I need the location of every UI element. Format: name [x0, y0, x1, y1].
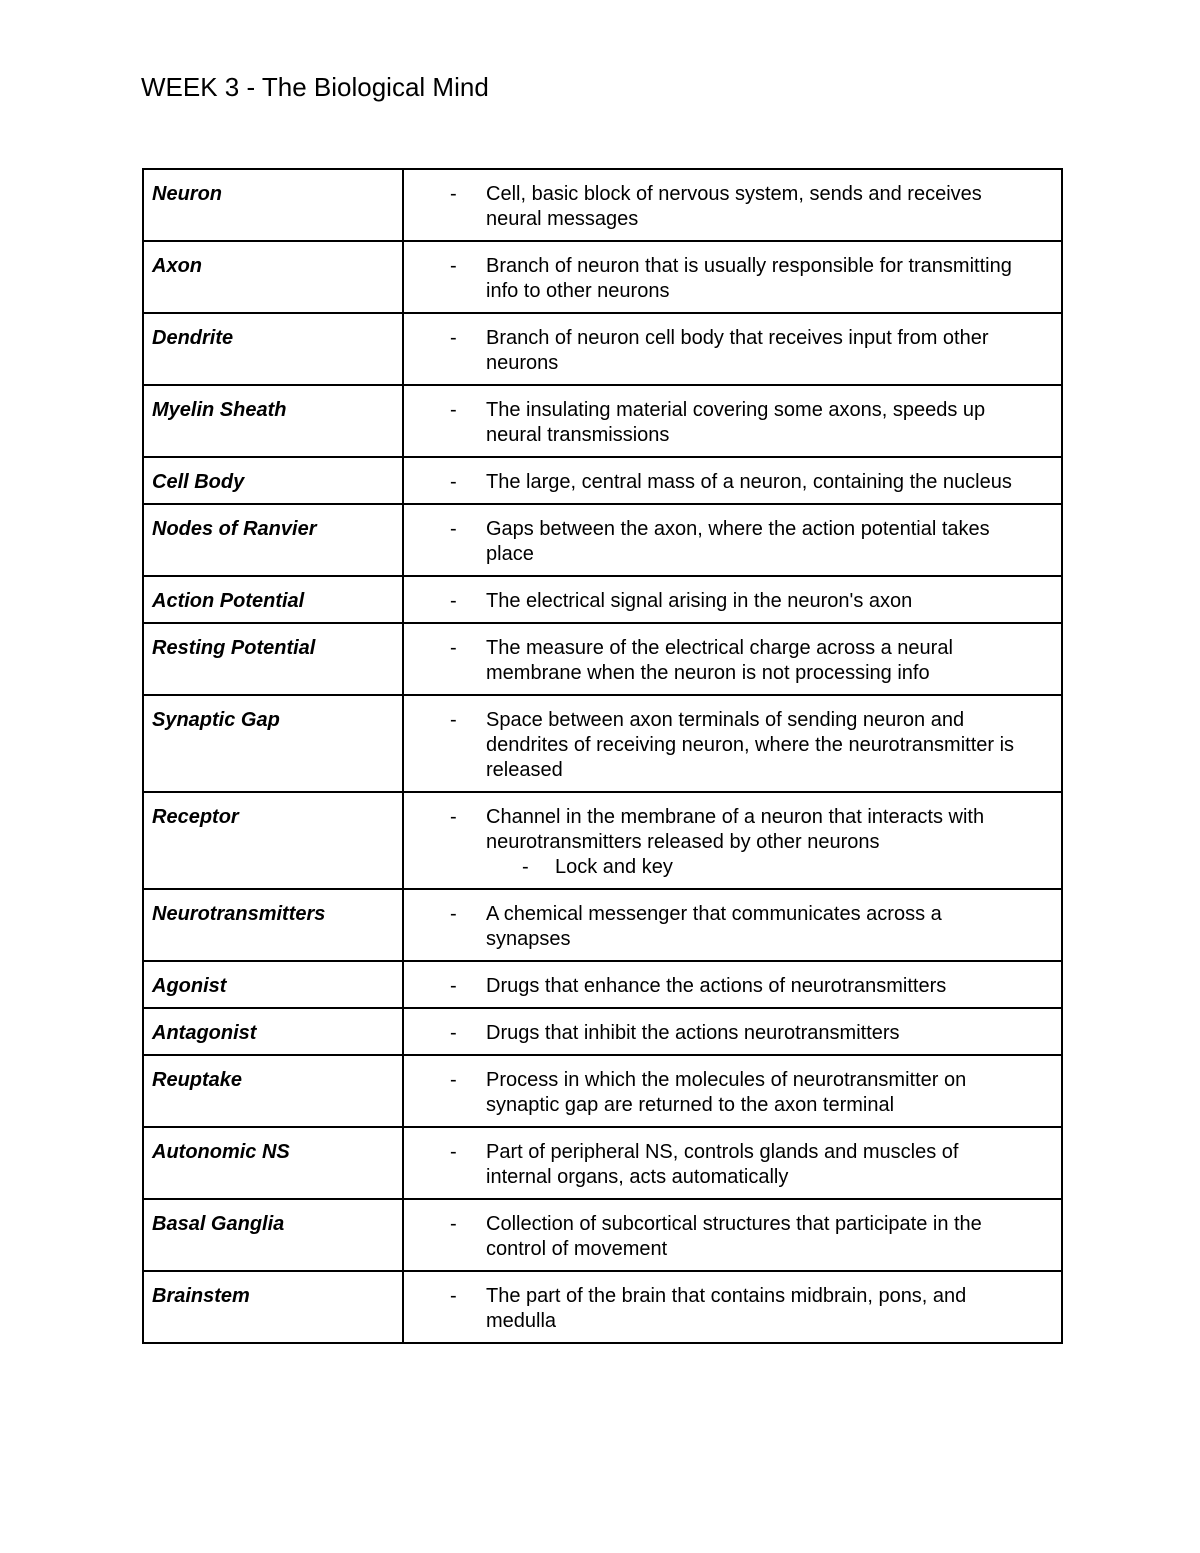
- term-cell: [143, 1127, 403, 1199]
- term: Axon: [152, 255, 202, 277]
- bullet-dash: -: [450, 975, 457, 997]
- term: Reuptake: [152, 1069, 243, 1091]
- table-row: [143, 1055, 1062, 1127]
- term-cell: [143, 313, 403, 385]
- term-cell: [143, 385, 403, 457]
- term-cell: [143, 889, 403, 961]
- table-row: [143, 313, 1062, 385]
- term-cell: [143, 1199, 403, 1271]
- bullet-dash: -: [450, 255, 457, 277]
- table-row: [143, 576, 1062, 623]
- term: Myelin Sheath: [152, 399, 287, 421]
- table-row: [143, 1199, 1062, 1271]
- definition: The measure of the electrical charge across a neural membrane when the neuron is not processing info: [486, 637, 953, 684]
- definition-cell: [403, 1271, 1062, 1343]
- definition: Process in which the molecules of neurotransmitter on synaptic gap are returned to the axon terminal: [486, 1069, 967, 1116]
- term: Action Potential: [152, 590, 305, 612]
- definition-cell: [403, 241, 1062, 313]
- table-row: [143, 792, 1062, 889]
- definition: Cell, basic block of nervous system, sends and receives neural messages: [486, 183, 982, 230]
- definition-cell: [403, 1199, 1062, 1271]
- bullet-dash: -: [450, 1213, 457, 1235]
- definition-cell: [403, 623, 1062, 695]
- table-row: [143, 504, 1062, 576]
- table-row: [143, 1127, 1062, 1199]
- table-row: [143, 169, 1062, 241]
- definition: Branch of neuron cell body that receives input from other neurons: [486, 327, 989, 374]
- term-cell: [143, 695, 403, 792]
- definition: The part of the brain that contains midbrain, pons, and medulla: [486, 1285, 967, 1332]
- page-title: WEEK 3 - The Biological Mind: [141, 72, 489, 102]
- definition: Collection of subcortical structures that participate in the control of movement: [486, 1213, 982, 1260]
- bullet-dash: -: [450, 327, 457, 349]
- definition: Drugs that inhibit the actions neurotransmitters: [486, 1022, 900, 1044]
- term-cell: [143, 1055, 403, 1127]
- definition-cell: [403, 961, 1062, 1008]
- definition-cell: [403, 695, 1062, 792]
- bullet-dash: -: [450, 1285, 457, 1307]
- definition-cell: [403, 889, 1062, 961]
- definition-text: Channel in the membrane of a neuron that interacts with neurotransmitters released by other neurons: [486, 806, 985, 853]
- sub-bullet-text: Lock and key: [555, 856, 673, 878]
- term: Neurotransmitters: [152, 903, 326, 925]
- term: Brainstem: [152, 1285, 250, 1307]
- definition: Part of peripheral NS, controls glands and muscles of internal organs, acts automatically: [486, 1141, 959, 1188]
- table-row: [143, 623, 1062, 695]
- sub-bullet-dash: -: [522, 856, 529, 878]
- bullet-dash: -: [450, 1141, 457, 1163]
- term: Dendrite: [152, 327, 234, 349]
- table-row: [143, 457, 1062, 504]
- definition: [486, 805, 1053, 880]
- definition: Drugs that enhance the actions of neurotransmitters: [486, 975, 947, 997]
- term-cell: [143, 241, 403, 313]
- term: Autonomic NS: [152, 1141, 290, 1163]
- term: Synaptic Gap: [152, 709, 280, 731]
- bullet-dash: -: [450, 1022, 457, 1044]
- definition-cell: [403, 1055, 1062, 1127]
- definition-cell: [403, 504, 1062, 576]
- bullet-dash: -: [450, 399, 457, 421]
- term-cell: [143, 623, 403, 695]
- bullet-dash: -: [450, 1069, 457, 1091]
- bullet-dash: -: [450, 637, 457, 659]
- definition: Gaps between the axon, where the action potential takes place: [486, 518, 990, 565]
- table-row: [143, 1008, 1062, 1055]
- definition-cell: [403, 576, 1062, 623]
- bullet-dash: -: [450, 903, 457, 925]
- definition-cell: [403, 1127, 1062, 1199]
- term-cell: [143, 1271, 403, 1343]
- definition-cell: [403, 1008, 1062, 1055]
- table-row: [143, 385, 1062, 457]
- definition: The electrical signal arising in the neuron's axon: [486, 590, 913, 612]
- sub-bullet: [522, 855, 1029, 880]
- definition: Branch of neuron that is usually responsible for transmitting info to other neurons: [486, 255, 1012, 302]
- bullet-dash: -: [450, 471, 457, 493]
- term: Agonist: [152, 975, 227, 997]
- bullet-dash: -: [450, 518, 457, 540]
- term-cell: [143, 169, 403, 241]
- table-row: [143, 695, 1062, 792]
- definition-cell: [403, 313, 1062, 385]
- definition: The large, central mass of a neuron, containing the nucleus: [486, 471, 1012, 493]
- table-row: [143, 1271, 1062, 1343]
- definition: A chemical messenger that communicates across a synapses: [486, 903, 942, 950]
- definition: Space between axon terminals of sending neuron and dendrites of receiving neuron, where the neurotransmitter is released: [486, 709, 1015, 781]
- term-cell: [143, 1008, 403, 1055]
- table-row: [143, 241, 1062, 313]
- table-row: [143, 889, 1062, 961]
- term-cell: [143, 792, 403, 889]
- term: Resting Potential: [152, 637, 316, 659]
- definition: The insulating material covering some axons, speeds up neural transmissions: [486, 399, 986, 446]
- glossary-table: [142, 168, 1063, 1344]
- table-row: [143, 961, 1062, 1008]
- term-cell: [143, 576, 403, 623]
- term-cell: [143, 961, 403, 1008]
- term: Basal Ganglia: [152, 1213, 285, 1235]
- bullet-dash: -: [450, 590, 457, 612]
- term-cell: [143, 457, 403, 504]
- definition-cell: [403, 385, 1062, 457]
- bullet-dash: -: [450, 183, 457, 205]
- bullet-dash: -: [450, 806, 457, 828]
- term: Nodes of Ranvier: [152, 518, 317, 540]
- term: Cell Body: [152, 471, 245, 493]
- definition-cell: [403, 169, 1062, 241]
- definition-cell: [403, 792, 1062, 889]
- term: Receptor: [152, 806, 239, 828]
- bullet-dash: -: [450, 709, 457, 731]
- term: Neuron: [152, 183, 222, 205]
- definition-cell: [403, 457, 1062, 504]
- term-cell: [143, 504, 403, 576]
- term: Antagonist: [152, 1022, 257, 1044]
